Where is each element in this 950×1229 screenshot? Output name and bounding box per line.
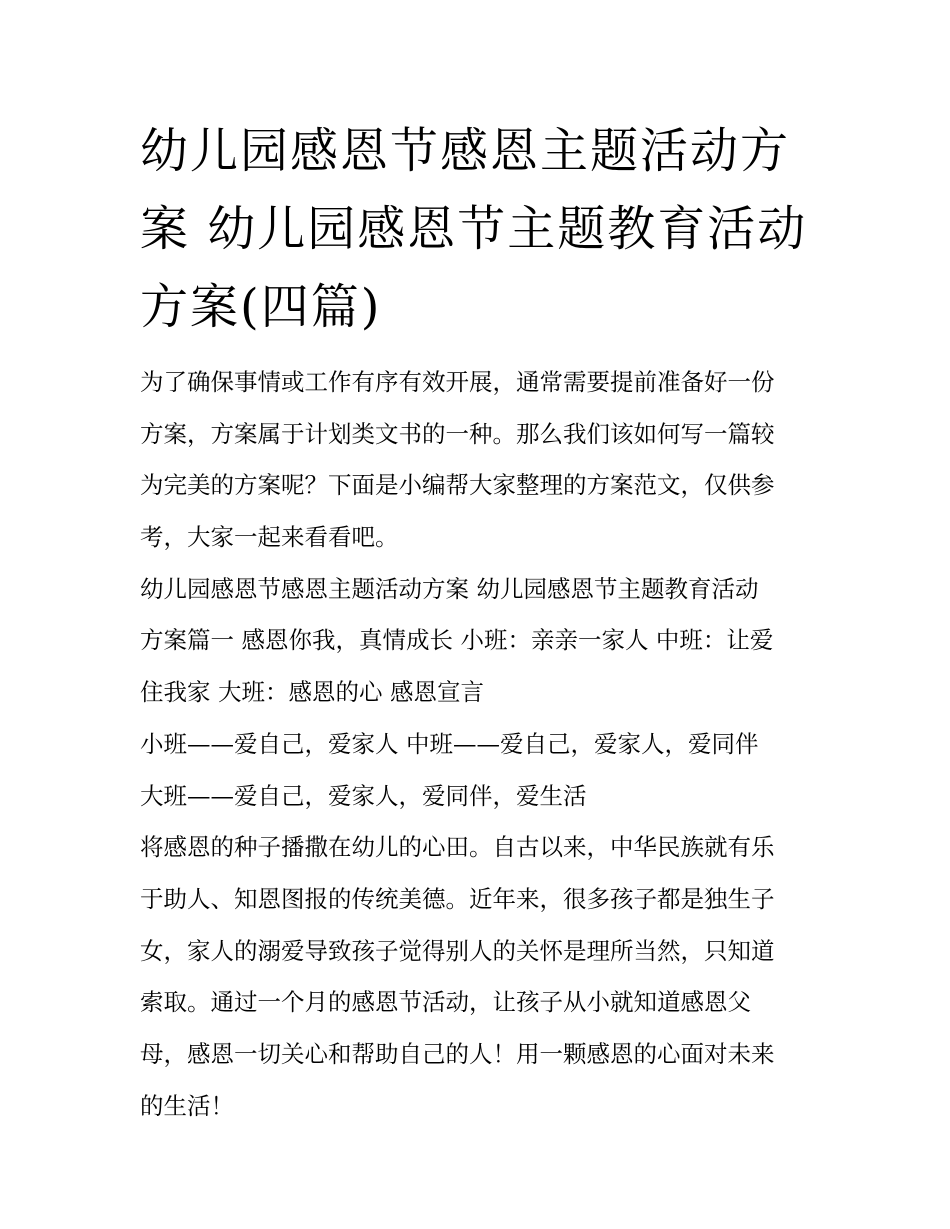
- body-line: 幼儿园感恩节感恩主题活动方案 幼儿园感恩节主题教育活动: [140, 574, 759, 603]
- document-body: [140, 357, 830, 1132]
- body-line: 于助人、知恩图报的传统美德。近年来，很多孩子都是独生子: [140, 884, 775, 913]
- body-line: 母，感恩一切关心和帮助自己的人！用一颗感恩的心面对未来: [140, 1039, 775, 1068]
- body-line: 方案篇一 感恩你我，真情成长 小班：亲亲一家人 中班：让爱: [140, 626, 774, 655]
- body-line: 大班——爱自己，爱家人，爱同伴，爱生活: [140, 781, 587, 810]
- body-line: 小班——爱自己，爱家人 中班——爱自己，爱家人，爱同伴: [140, 729, 759, 758]
- body-line: 的生活！: [140, 1091, 234, 1120]
- body-line: 女，家人的溺爱导致孩子觉得别人的关怀是理所当然，只知道: [140, 936, 775, 965]
- title-line: 方案(四篇): [140, 279, 382, 335]
- title-line: 案 幼儿园感恩节主题教育活动: [140, 201, 808, 257]
- body-line: 住我家 大班：感恩的心 感恩宣言: [140, 678, 484, 707]
- body-line: 考，大家一起来看看吧。: [140, 523, 399, 552]
- body-line: 为完美的方案呢？下面是小编帮大家整理的方案范文，仅供参: [140, 471, 775, 500]
- document-title: [140, 112, 820, 346]
- body-line: 为了确保事情或工作有序有效开展，通常需要提前准备好一份: [140, 368, 775, 396]
- body-line: 索取。通过一个月的感恩节活动，让孩子从小就知道感恩父: [140, 988, 751, 1017]
- title-line: 幼儿园感恩节感恩主题活动方: [140, 123, 791, 179]
- body-line: 方案，方案属于计划类文书的一种。那么我们该如何写一篇较: [140, 419, 775, 448]
- body-line: 将感恩的种子播撒在幼儿的心田。自古以来，中华民族就有乐: [140, 833, 775, 862]
